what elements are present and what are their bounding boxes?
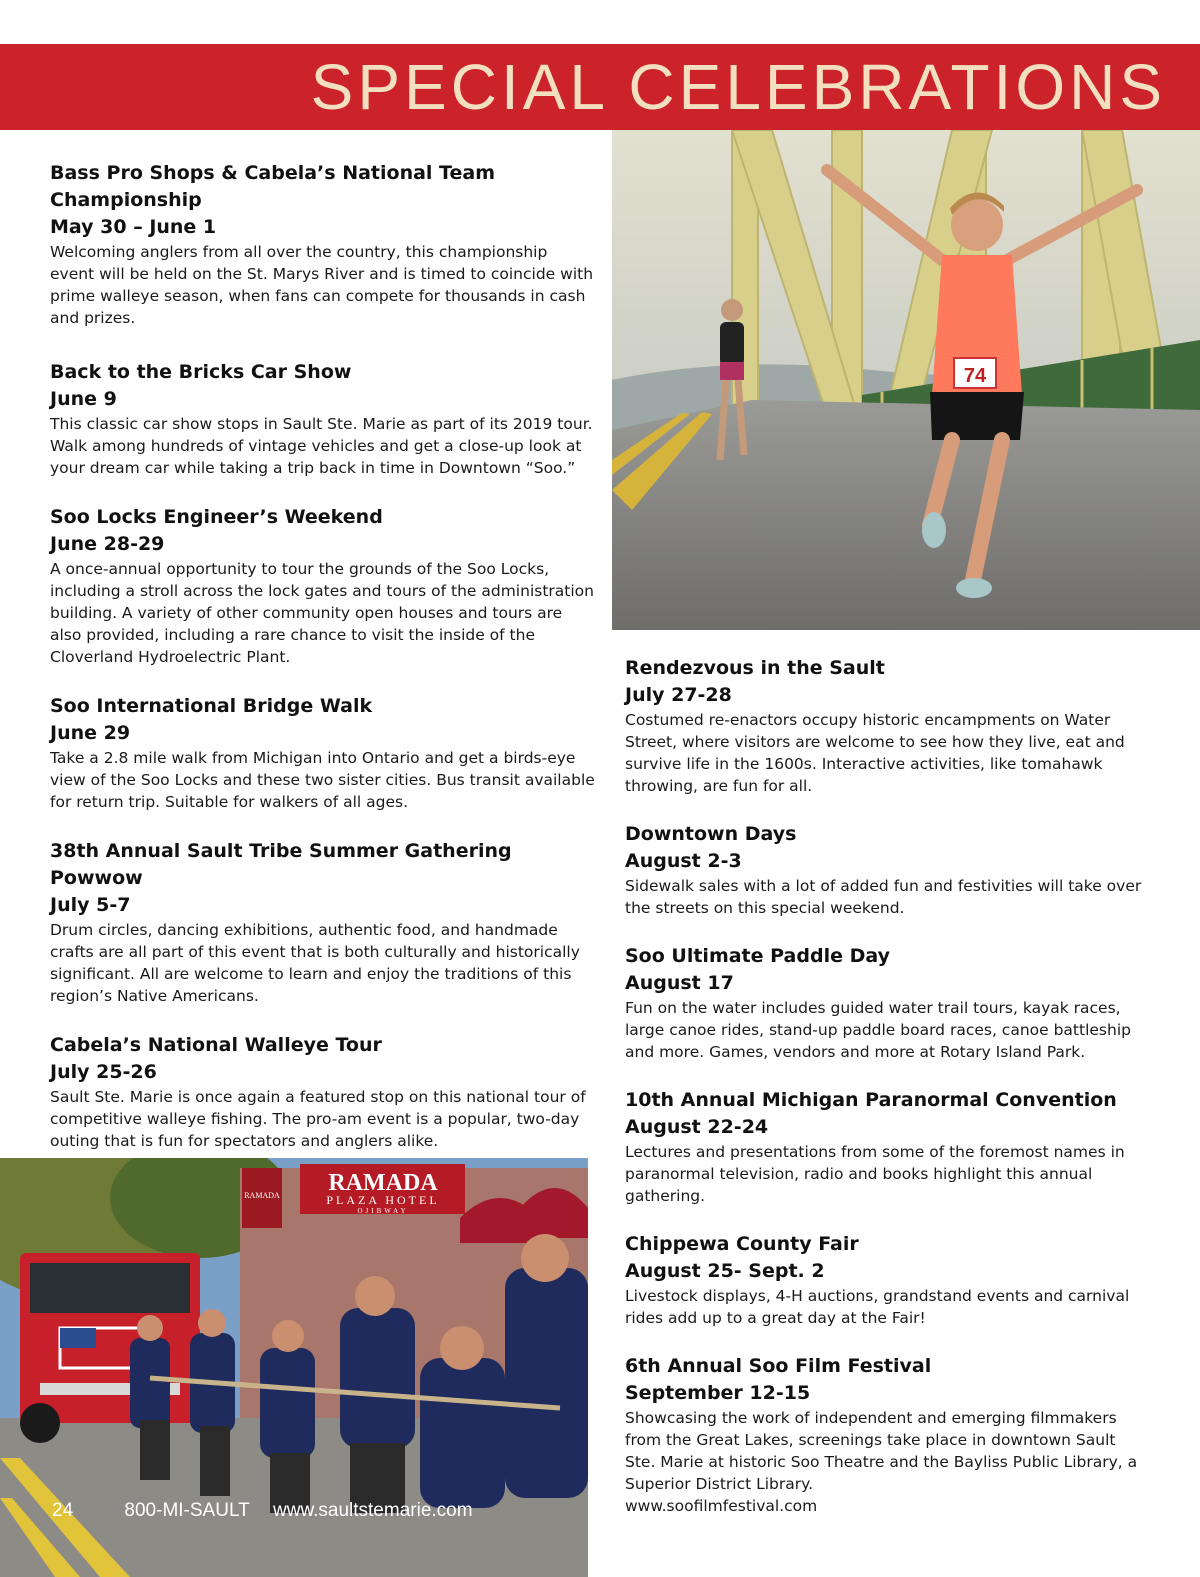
page-title: SPECIAL CELEBRATIONS	[310, 51, 1166, 123]
event-title: 38th Annual Sault Tribe Summer Gathering Powwow	[50, 840, 512, 889]
runner-photo	[612, 130, 1200, 630]
event-date: September 12-15	[625, 1382, 811, 1404]
page-footer	[52, 1500, 491, 1522]
ramada-sign-sub2: OJIBWAY	[357, 1207, 409, 1215]
event-title: 6th Annual Soo Film Festival	[625, 1355, 932, 1377]
event-description: This classic car show stops in Sault Ste. Marie as part of its 2019 tour. Walk among hundreds of vintage vehicles and get a close-up look at your dream car while taking a trip back in time in Downtown “Soo.”	[50, 415, 593, 477]
event-date: August 25- Sept. 2	[625, 1260, 825, 1282]
event-title: Rendezvous in the Sault	[625, 657, 885, 679]
event-description: Sault Ste. Marie is once again a featured stop on this national tour of competitive walleye fishing. The pro-am event is a popular, two-day outing that is fun for spectators and anglers alike.	[50, 1088, 586, 1150]
event-date: June 28-29	[50, 533, 165, 555]
ramada-sign-sub: PLAZA HOTEL	[326, 1193, 440, 1207]
event-bass-pro-championship	[50, 160, 595, 329]
event-date: August 17	[625, 972, 734, 994]
event-walleye-tour	[50, 1032, 595, 1152]
event-county-fair	[625, 1231, 1145, 1329]
right-events-column	[625, 655, 1145, 1541]
event-description: Drum circles, dancing exhibitions, authentic food, and handmade crafts are all part of this event that is both culturally and historically significant. All are welcome to learn and enjoy the traditions of this region’s Native Americans.	[50, 921, 580, 1005]
event-bridge-walk	[50, 693, 595, 813]
event-date: July 25-26	[50, 1061, 157, 1083]
event-date: May 30 – June 1	[50, 216, 217, 238]
page-number: 24	[52, 1500, 74, 1521]
event-date: August 22-24	[625, 1116, 769, 1138]
event-description: Sidewalk sales with a lot of added fun and festivities will take over the streets on this special weekend.	[625, 877, 1142, 917]
event-description: Livestock displays, 4-H auctions, grandstand events and carnival rides add up to a great day at the Fair!	[625, 1287, 1130, 1327]
event-date: July 5-7	[50, 894, 131, 916]
event-description: A once-annual opportunity to tour the grounds of the Soo Locks, including a stroll across the lock gates and tours of the administration building. A variety of other community open houses and tours are also provided, including a rare chance to visit the inside of the Cloverland Hydroelectric Plant.	[50, 560, 594, 666]
event-title: Bass Pro Shops & Cabela’s National Team Championship	[50, 162, 495, 211]
event-title: Soo International Bridge Walk	[50, 695, 373, 717]
event-description: Showcasing the work of independent and emerging filmmakers from the Great Lakes, screenings take place in downtown Sault Ste. Marie at historic Soo Theatre and the Bayliss Public Library, a Superior District Library.	[625, 1409, 1138, 1493]
event-description: Lectures and presentations from some of the foremost names in paranormal television, radio and books highlight this annual gathering.	[625, 1143, 1125, 1205]
event-paddle-day	[625, 943, 1145, 1063]
header-banner	[0, 44, 1200, 130]
ramada-sign-main: RAMADA	[328, 1170, 438, 1196]
event-soo-locks-engineers-weekend	[50, 504, 595, 668]
event-film-festival	[625, 1353, 1145, 1517]
event-description: Welcoming anglers from all over the country, this championship event will be held on the St. Marys River and is timed to coincide with prime walleye season, when fans can compete for thousands in cash and prizes.	[50, 243, 594, 327]
event-title: Soo Ultimate Paddle Day	[625, 945, 890, 967]
event-downtown-days	[625, 821, 1145, 919]
event-paranormal-convention	[625, 1087, 1145, 1207]
film-festival-link[interactable]: www.soofilmfestival.com	[625, 1497, 818, 1515]
bib-number: 74	[963, 365, 987, 387]
event-title: 10th Annual Michigan Paranormal Convention	[625, 1089, 1117, 1111]
runner-photo-illustration	[612, 130, 1200, 630]
footer-phone: 800-MI-SAULT	[124, 1500, 250, 1521]
event-title: Chippewa County Fair	[625, 1233, 859, 1255]
event-title: Cabela’s National Walleye Tour	[50, 1034, 382, 1056]
event-title: Soo Locks Engineer’s Weekend	[50, 506, 383, 528]
event-back-to-the-bricks	[50, 359, 595, 479]
event-description: Fun on the water includes guided water trail tours, kayak races, large canoe rides, stand-up paddle board races, canoe battleship and more. Games, vendors and more at Rotary Island Park.	[625, 999, 1131, 1061]
event-powwow	[50, 838, 595, 1007]
event-date: July 27-28	[625, 684, 732, 706]
event-date: August 2-3	[625, 850, 742, 872]
event-date: June 9	[50, 388, 117, 410]
event-description: Costumed re-enactors occupy historic encampments on Water Street, where visitors are welcome to see how they live, eat and survive life in the 1600s. Interactive activities, like tomahawk throwing, are fun for all.	[625, 711, 1125, 795]
footer-website[interactable]: www.saultstemarie.com	[273, 1500, 473, 1521]
event-title: Back to the Bricks Car Show	[50, 361, 352, 383]
left-events-column	[50, 160, 595, 1177]
event-date: June 29	[50, 722, 131, 744]
ramada-side-sign: RAMADA	[244, 1191, 280, 1200]
event-title: Downtown Days	[625, 823, 797, 845]
event-rendezvous	[625, 655, 1145, 797]
event-description: Take a 2.8 mile walk from Michigan into Ontario and get a birds-eye view of the Soo Locks and these two sister cities. Bus transit available for return trip. Suitable for walkers of all ages.	[50, 749, 595, 811]
